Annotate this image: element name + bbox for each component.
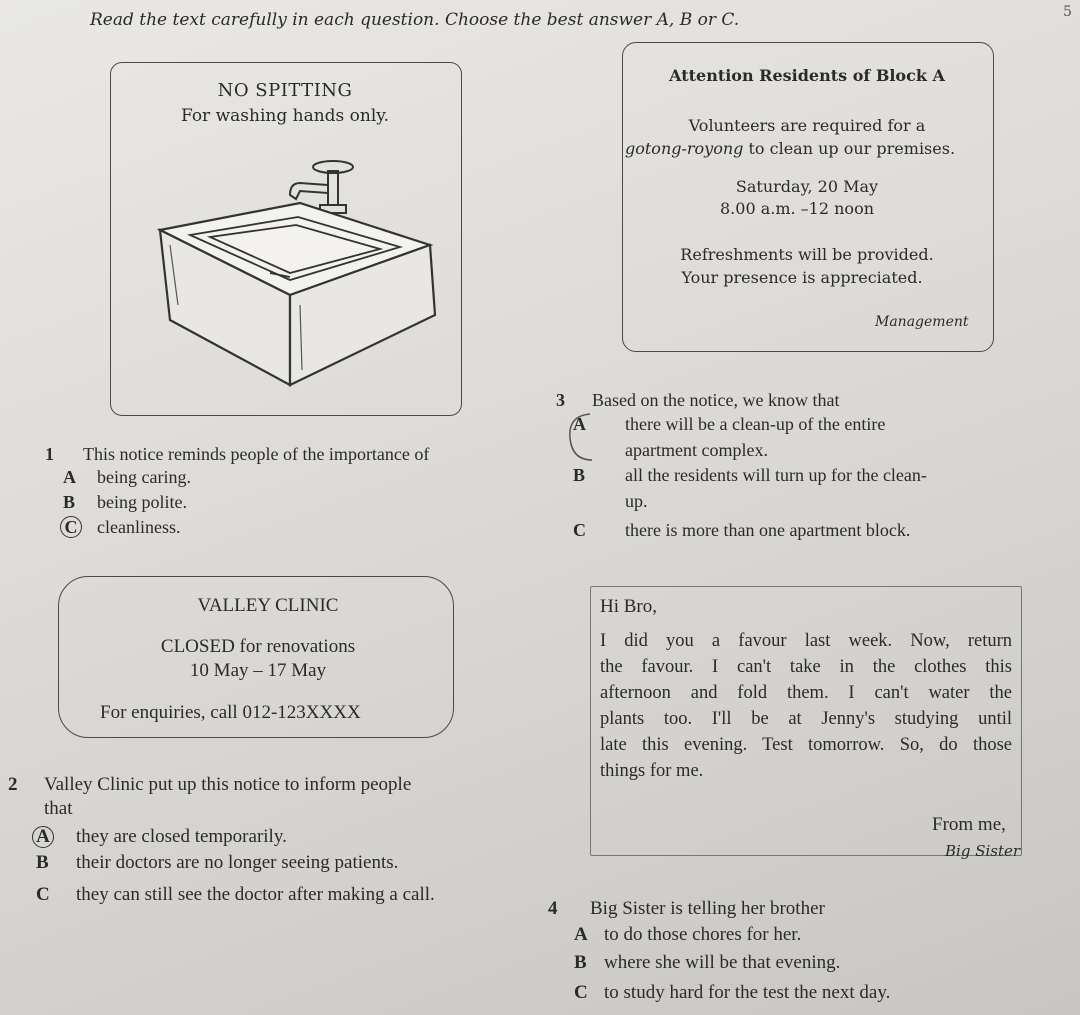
option-letter: B — [573, 465, 586, 485]
question-stem-line1: Valley Clinic put up this notice to inform people — [44, 774, 412, 795]
q2-option-a[interactable] — [32, 826, 287, 848]
option-letter: B — [63, 492, 76, 512]
q3-option-b-line2: up. — [625, 491, 648, 511]
clinic-dates: 10 May – 17 May — [189, 660, 327, 681]
option-letter: C — [573, 520, 586, 540]
question-stem: Big Sister is telling her brother — [590, 898, 825, 919]
selected-answer-circle: A — [32, 826, 54, 848]
residents-line1: Volunteers are required for a — [688, 116, 926, 135]
gotong-royong-term: gotong-royong — [625, 139, 744, 158]
q2-option-b[interactable] — [36, 852, 398, 874]
option-text: to do those chores for her. — [604, 924, 802, 945]
option-text-line1: there is more than one apartment block. — [625, 520, 911, 540]
option-text-line1: all the residents will turn up for the clean- — [625, 465, 927, 485]
residents-line2 — [625, 139, 995, 158]
question-number: 1 — [45, 444, 54, 464]
notice-subtitle: For washing hands only. — [180, 106, 390, 126]
option-letter: A — [574, 924, 588, 945]
option-letter: A — [573, 414, 586, 434]
page-number: 5 — [1063, 4, 1072, 20]
letter-line: I did you a favour last week. Now, return — [600, 631, 1012, 651]
presence-text: Your presence is appreciated. — [681, 268, 923, 287]
clinic-closed: CLOSED for renovations — [160, 636, 356, 657]
option-text: being caring. — [97, 467, 191, 487]
question-1 — [45, 444, 429, 465]
option-text: they are closed temporarily. — [76, 826, 287, 847]
option-text: being polite. — [97, 492, 187, 512]
residents-title: Attention Residents of Block A — [669, 66, 945, 85]
residents-notice — [622, 42, 994, 352]
clinic-enquiries: For enquiries, call 012-123XXXX — [100, 702, 361, 723]
q4-option-b[interactable] — [574, 952, 840, 974]
letter-line: late this evening. Test tomorrow. So, do those — [600, 735, 1012, 755]
instruction-text: Read the text carefully in each question. Choose the best answer A, B or C. — [90, 10, 740, 30]
residents-line2-rest: to clean up our premises. — [743, 139, 956, 158]
option-letter: C — [36, 884, 50, 905]
option-text: they can still see the doctor after making a call. — [76, 884, 435, 905]
q3-option-a[interactable] — [573, 414, 1023, 435]
letter-line: things for me. — [600, 761, 704, 781]
q4-option-c[interactable] — [574, 982, 890, 1004]
option-text-line1: there will be a clean-up of the entire — [625, 414, 886, 434]
question-number: 2 — [8, 774, 18, 795]
question-2 — [8, 774, 411, 796]
letter-body — [600, 628, 1012, 784]
option-letter: B — [574, 952, 587, 973]
notice-title: NO SPITTING — [217, 80, 353, 101]
option-text: their doctors are no longer seeing patients. — [76, 852, 399, 873]
refreshments-text: Refreshments will be provided. — [680, 245, 934, 264]
selected-answer-circle: C — [60, 516, 82, 538]
q2-option-c[interactable] — [36, 884, 435, 906]
letter-closing: From me, — [932, 814, 1006, 835]
management-signature: Management — [875, 314, 969, 330]
q3-option-c[interactable] — [573, 520, 910, 541]
sink-illustration — [150, 155, 450, 390]
option-text: to study hard for the test the next day. — [604, 982, 891, 1003]
question-stem: Based on the notice, we know that — [592, 390, 840, 410]
question-4 — [548, 898, 825, 920]
letter-signature: Big Sister — [945, 842, 1021, 860]
question-2-stem-line2: that — [44, 798, 73, 819]
letter-line: afternoon and fold them. I can't water the — [600, 683, 1012, 703]
option-letter: A — [63, 467, 76, 487]
q4-option-a[interactable] — [574, 924, 801, 946]
q3-option-b[interactable] — [573, 465, 927, 486]
option-letter: C — [574, 982, 588, 1003]
option-letter: B — [36, 852, 49, 873]
letter-line: plants too. I'll be at Jenny's studying until — [600, 709, 1012, 729]
clinic-title: VALLEY CLINIC — [197, 595, 339, 616]
q1-option-c[interactable] — [60, 516, 180, 538]
q1-option-a[interactable] — [63, 467, 191, 488]
question-number: 4 — [548, 898, 558, 919]
question-stem: This notice reminds people of the importance of — [83, 444, 430, 464]
event-time: 8.00 a.m. –12 noon — [720, 199, 874, 218]
letter-greeting: Hi Bro, — [600, 596, 657, 617]
option-text: where she will be that evening. — [604, 952, 841, 973]
q3-answer-mark — [562, 408, 602, 468]
event-date: Saturday, 20 May — [735, 177, 879, 196]
option-text: cleanliness. — [97, 517, 181, 537]
letter-line: the favour. I can't take in the clothes this — [600, 657, 1012, 677]
q3-option-a-line2: apartment complex. — [625, 440, 768, 460]
q1-option-b[interactable] — [63, 492, 187, 513]
question-number: 3 — [556, 390, 565, 410]
